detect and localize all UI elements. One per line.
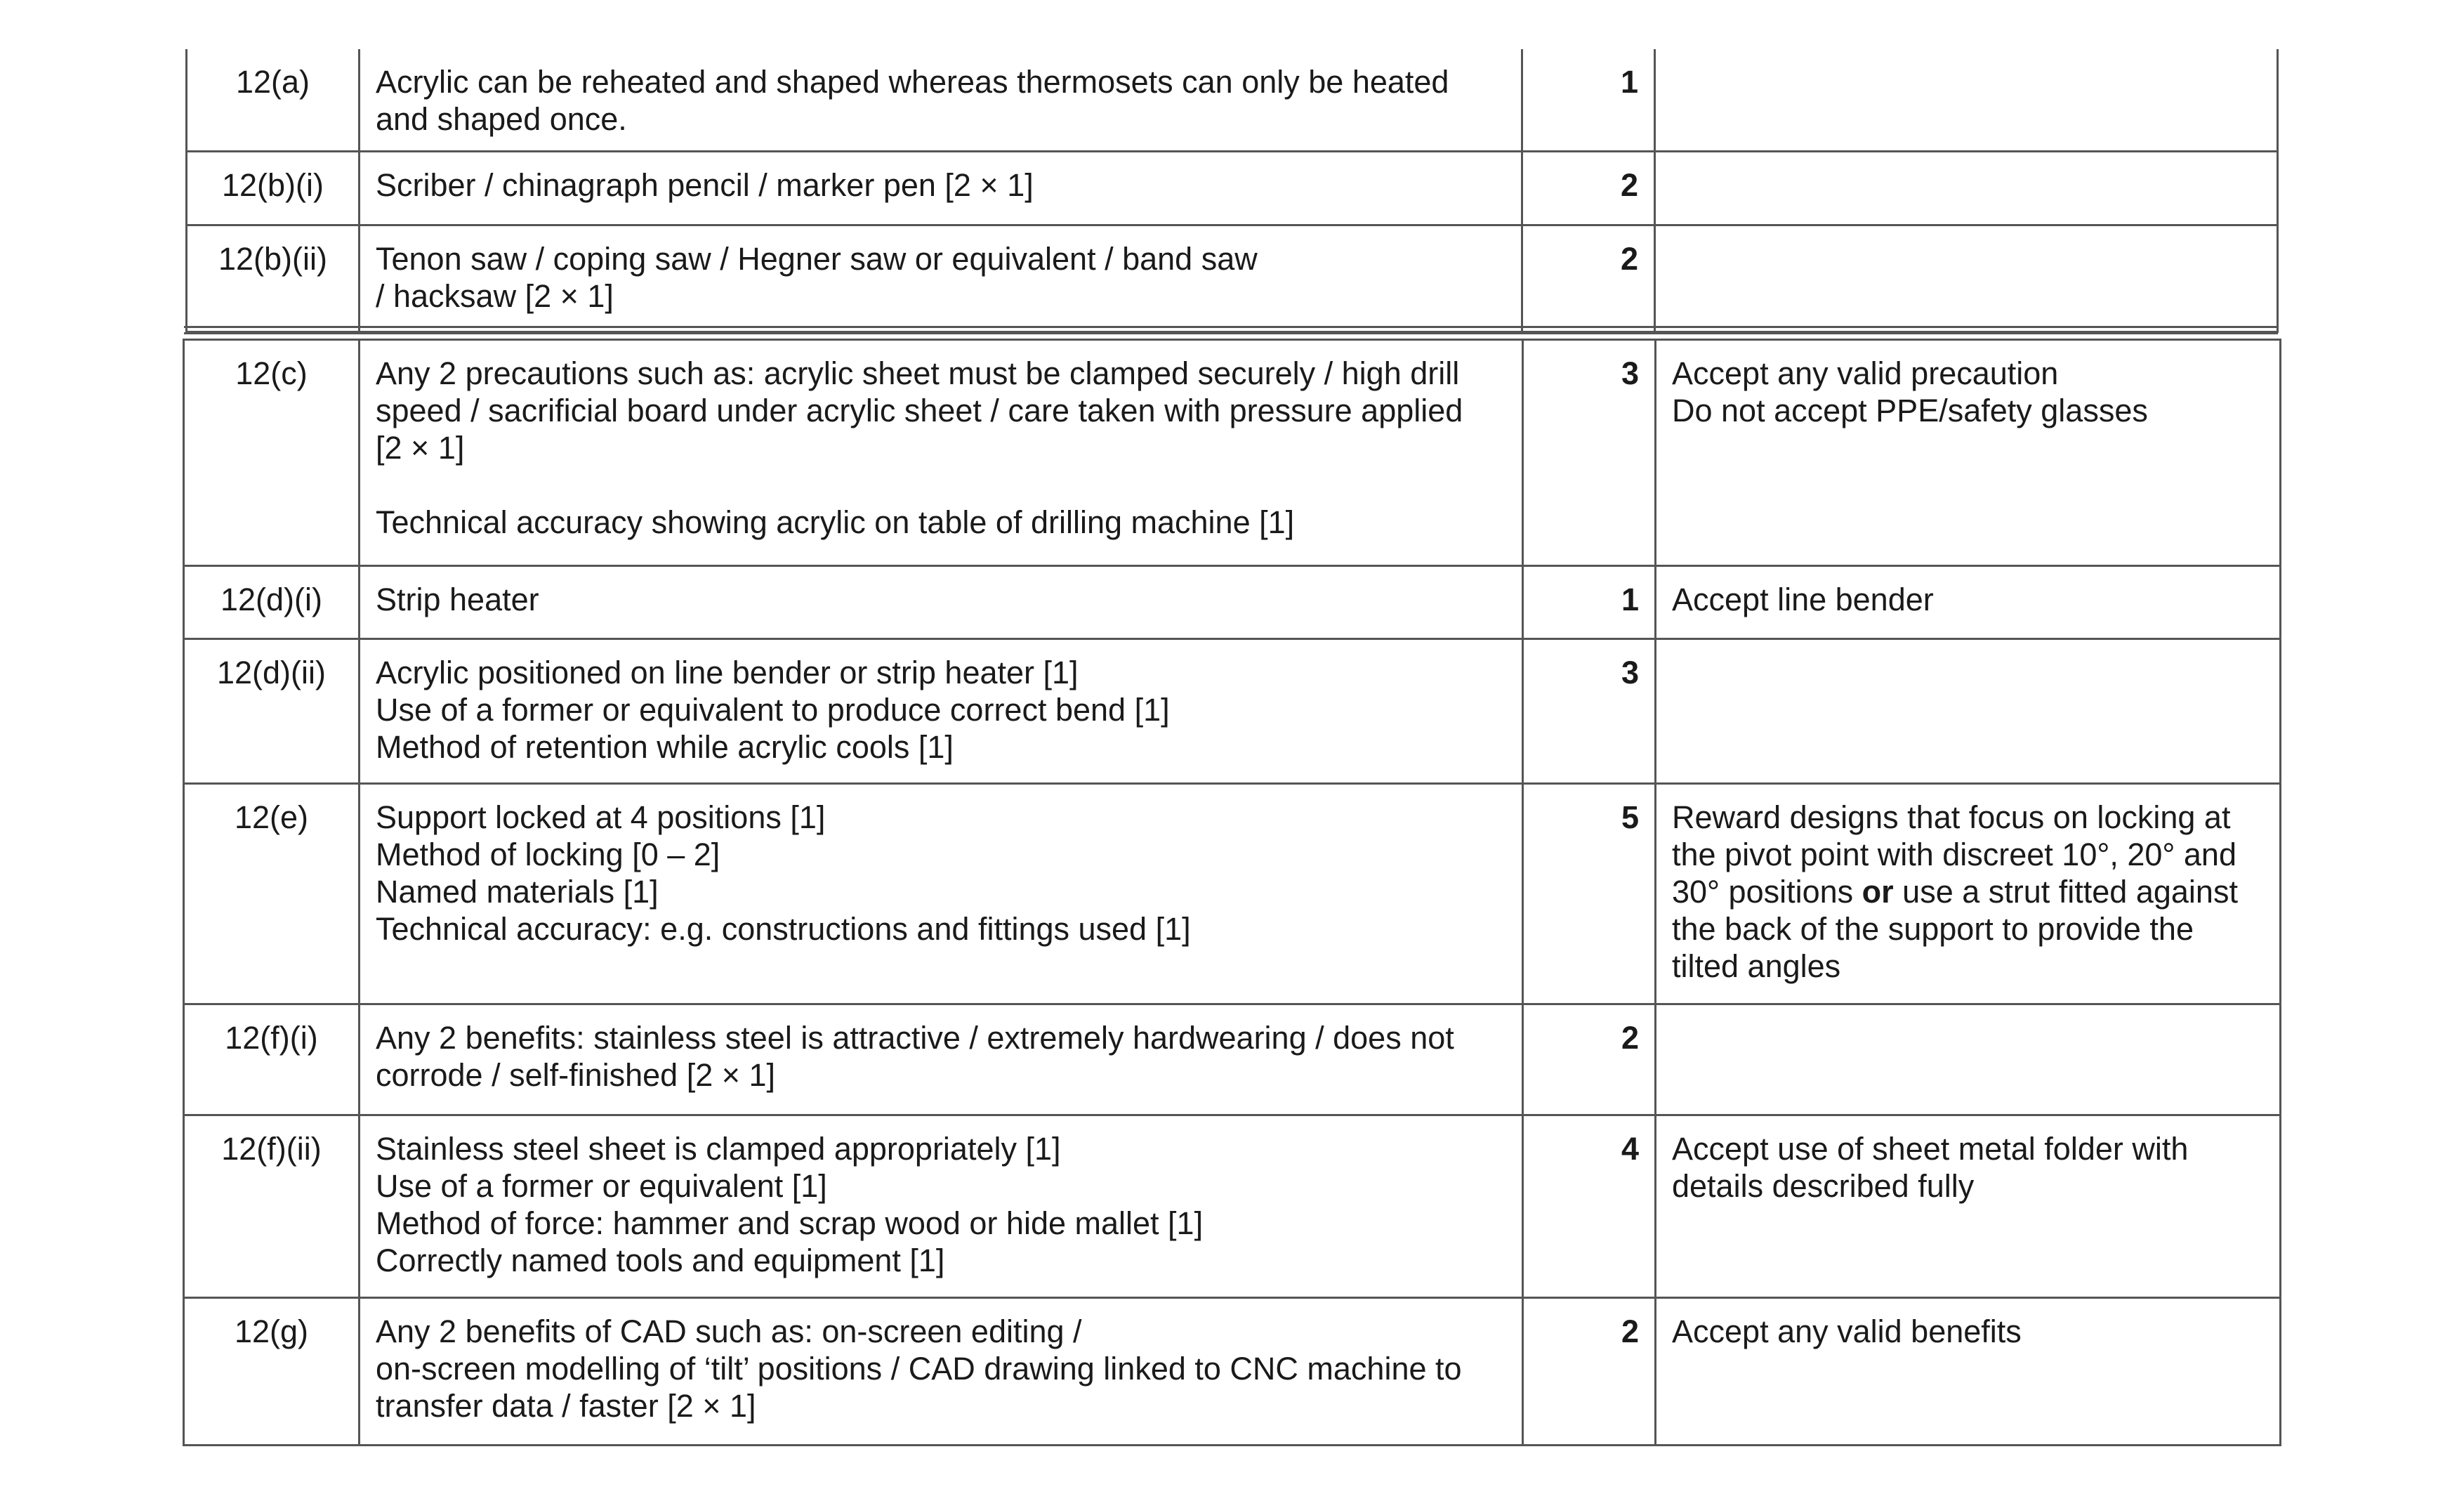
table-row <box>184 1115 2281 1298</box>
question-label: 12(c) <box>235 355 308 391</box>
question-label: 12(b)(ii) <box>218 241 328 277</box>
guidance-line: Accept any valid benefits <box>1672 1313 2022 1349</box>
table-row <box>187 152 2278 225</box>
question-label: 12(a) <box>235 64 310 100</box>
answer-line: Support locked at 4 positions [1] <box>376 799 826 835</box>
question-number <box>184 1004 360 1115</box>
question-number <box>184 784 360 1004</box>
marks-value: 1 <box>1620 64 1638 100</box>
marks-value: 3 <box>1621 655 1639 690</box>
marks-value: 2 <box>1620 167 1638 203</box>
answer-cell <box>360 340 1523 566</box>
table-row <box>184 340 2281 566</box>
answer-cell <box>360 1004 1523 1115</box>
marks-cell <box>1522 225 1655 332</box>
answer-line: Correctly named tools and equipment [1] <box>376 1243 945 1278</box>
answer-line: Use of a former or equivalent to produce correct bend [1] <box>376 692 1170 728</box>
answer-line: Scriber / chinagraph pencil / marker pen [2 × 1] <box>376 167 1034 203</box>
answer-line: speed / sacrificial board under acrylic sheet / care taken with pressure applied <box>376 393 1463 428</box>
answer-line: and shaped once. <box>376 101 627 137</box>
guidance-line: Accept use of sheet metal folder with <box>1672 1131 2189 1167</box>
guidance-cell <box>1656 784 2281 1004</box>
answer-line: on-screen modelling of ‘tilt’ positions / CAD drawing linked to CNC machine to <box>376 1351 1462 1387</box>
question-number <box>184 340 360 566</box>
guidance-cell <box>1656 639 2281 784</box>
guidance-emphasis: or <box>1862 874 1894 910</box>
question-number <box>187 225 360 332</box>
answer-line: Tenon saw / coping saw / Hegner saw or equivalent / band saw <box>376 241 1258 277</box>
answer-line: Any 2 precautions such as: acrylic sheet must be clamped securely / high drill <box>376 355 1460 391</box>
answer-cell <box>360 784 1523 1004</box>
answer-line: Use of a former or equivalent [1] <box>376 1168 827 1204</box>
marks-cell <box>1522 49 1655 152</box>
question-number <box>184 639 360 784</box>
table-row <box>184 784 2281 1004</box>
question-label: 12(e) <box>234 799 309 835</box>
marks-value: 2 <box>1621 1313 1639 1349</box>
question-number <box>187 49 360 152</box>
answer-cell <box>360 639 1523 784</box>
answer-cell <box>360 566 1523 639</box>
marks-value: 4 <box>1621 1131 1639 1167</box>
marks-value: 2 <box>1621 1020 1639 1056</box>
table-separator <box>184 326 2278 334</box>
marks-cell <box>1522 152 1655 225</box>
guidance-cell <box>1656 1004 2281 1115</box>
table-row <box>187 225 2278 332</box>
marks-cell <box>1523 340 1656 566</box>
answer-line: transfer data / faster [2 × 1] <box>376 1388 756 1424</box>
guidance-line: Do not accept PPE/safety glasses <box>1672 393 2148 428</box>
answer-line: Method of retention while acrylic cools [1] <box>376 729 954 765</box>
answer-cell <box>360 152 1522 225</box>
guidance-cell <box>1655 49 2278 152</box>
question-number <box>184 1298 360 1446</box>
answer-line: Any 2 benefits of CAD such as: on-screen editing / <box>376 1313 1082 1349</box>
answer-line: Technical accuracy: e.g. constructions and fittings used [1] <box>376 911 1191 947</box>
answer-line: corrode / self-finished [2 × 1] <box>376 1057 776 1093</box>
question-number <box>184 1115 360 1298</box>
answer-cell <box>360 225 1522 332</box>
guidance-line: details described fully <box>1672 1168 1975 1204</box>
marks-cell <box>1523 566 1656 639</box>
answer-line: Method of locking [0 – 2] <box>376 837 720 872</box>
marks-value: 3 <box>1621 355 1639 391</box>
question-number <box>184 566 360 639</box>
table-row <box>187 49 2278 152</box>
table-row <box>184 639 2281 784</box>
answer-line: [2 × 1] <box>376 430 465 466</box>
answer-line: Named materials [1] <box>376 874 659 910</box>
guidance-line: Accept any valid precaution <box>1672 355 2059 391</box>
answer-line: Strip heater <box>376 582 539 617</box>
table-row <box>184 566 2281 639</box>
answer-line: / hacksaw [2 × 1] <box>376 278 614 314</box>
marks-value: 1 <box>1621 582 1639 617</box>
answer-cell <box>360 1115 1523 1298</box>
question-label: 12(f)(i) <box>225 1020 318 1056</box>
guidance-line: Accept line bender <box>1672 582 1934 617</box>
marks-cell <box>1523 1115 1656 1298</box>
answer-line: Any 2 benefits: stainless steel is attractive / extremely hardwearing / does not <box>376 1020 1454 1056</box>
guidance-cell <box>1655 152 2278 225</box>
table-row <box>184 1004 2281 1115</box>
question-label: 12(f)(ii) <box>221 1131 322 1167</box>
guidance-cell <box>1656 340 2281 566</box>
answer-cell <box>360 1298 1523 1446</box>
marks-value: 5 <box>1621 799 1639 835</box>
marks-cell <box>1523 784 1656 1004</box>
answer-line: Stainless steel sheet is clamped appropriately [1] <box>376 1131 1061 1167</box>
answer-line: Technical accuracy showing acrylic on table of drilling machine [1] <box>376 504 1295 540</box>
line-gap <box>376 466 1506 504</box>
answer-line: Acrylic positioned on line bender or strip heater [1] <box>376 655 1079 690</box>
answer-line: Acrylic can be reheated and shaped whereas thermosets can only be heated <box>376 64 1449 100</box>
guidance-text-end: use a strut fitted against the back of the support to provide the tilted angles <box>1672 874 2238 984</box>
marks-value: 2 <box>1620 241 1638 277</box>
question-label: 12(b)(i) <box>221 167 324 203</box>
guidance-cell <box>1655 225 2278 332</box>
guidance-text-start: Reward designs that focus on locking at the pivot point with discreet 10°, 20° and 30° positions <box>1672 799 2236 910</box>
marks-cell <box>1523 1004 1656 1115</box>
mark-scheme-table-top <box>185 49 2279 333</box>
answer-line: Method of force: hammer and scrap wood or hide mallet [1] <box>376 1205 1204 1241</box>
guidance-cell <box>1656 1298 2281 1446</box>
table-row <box>184 1298 2281 1446</box>
marks-cell <box>1523 639 1656 784</box>
question-number <box>187 152 360 225</box>
question-label: 12(g) <box>234 1313 309 1349</box>
marks-cell <box>1523 1298 1656 1446</box>
guidance-cell <box>1656 566 2281 639</box>
question-label: 12(d)(ii) <box>216 655 327 690</box>
mark-scheme-table-bottom <box>183 339 2281 1446</box>
question-label: 12(d)(i) <box>220 582 323 617</box>
answer-cell <box>360 49 1522 152</box>
guidance-cell <box>1656 1115 2281 1298</box>
